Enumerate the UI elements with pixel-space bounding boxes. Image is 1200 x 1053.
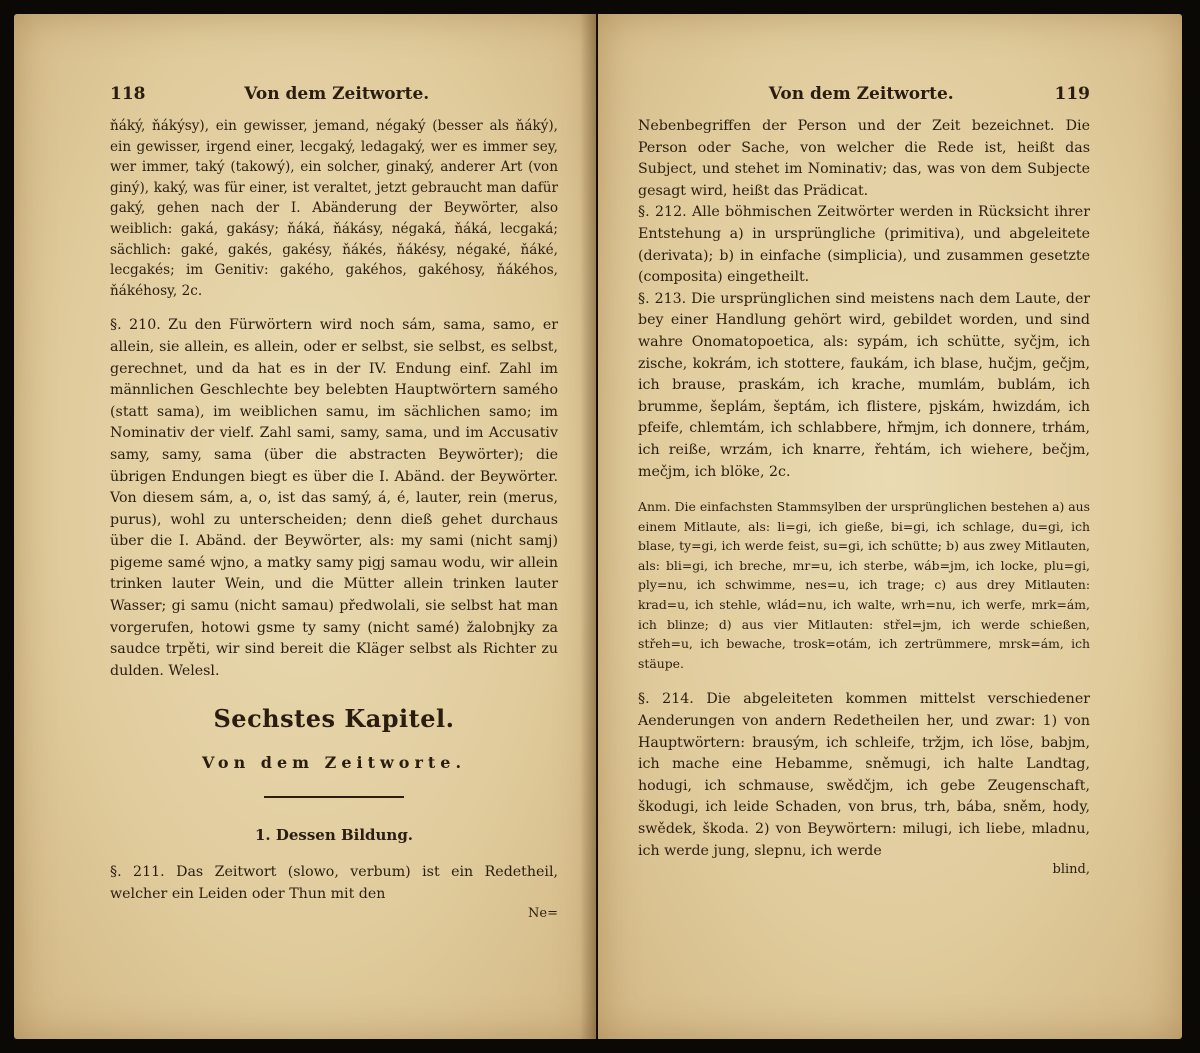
section-213: §. 213. Die ursprünglichen sind meistens nach dem Laute, der bey einer Handlung gehört wird, gebildet worden, und sind wahre Onomatopoetica, als: sypám, ich schütte, syčjm, ich zische, kokrám, ich stottere, faukám, ich blase, hučjm, gečjm, ich brause, praskám, ich krache, mumlám, bublám, ich brumme, šeplám, šeptám, ich flistere, pjskám, hwizdám, ich pfeife, chlemtám, ich schlabbere, hřmjm, ich donnere, trhám, ich reiße, wrzám, ich knarre, řehtám, ich wiehere, bečjm, mečjm, ich blöke, 2c. (638, 290, 1090, 480)
right-catchword: blind, (1052, 862, 1090, 878)
left-catchword: Ne= (528, 905, 558, 921)
section-212: §. 212. Alle böhmischen Zeitwörter werden in Rücksicht ihrer Entstehung a) in ursprüngliche (primitiva), und abgeleitete (derivata); b) in einfache (simplicia), und zusammen gesetzte (composita) eingetheilt. (638, 204, 1090, 286)
right-running-head (638, 84, 1090, 104)
section-214: §. 214. Die abgeleiteten kommen mittelst verschiedener Aenderungen von andern Redetheilen her, und zwar: 1) von Hauptwörtern: brausým, ich schleife, tržjm, ich löse, babjm, ich mache eine Hebamme, sněmugi, ich halte Landtag, hodugi, ich schmause, swědčjm, ich gebe Zeugenschaft, škodugi, ich leide Schaden, von brus, trh, bába, sněm, hody, swědek, škoda. 2) von Beywörtern: milugi, ich liebe, mladnu, ich werde jung, slepnu, ich werde (638, 691, 1090, 859)
left-opening-text: ňáký, ňákýsy), ein gewisser, jemand, négaký (besser als ňáký), ein gewisser, irgend einer, lecgaký, ledagaký, wer es immer sey, wer immer, taký (takowý), ein solcher, ginaký, anderer Art (von giný), kaký, was für einer, ist veraltet, jetzt gebraucht man dafür gaký, gehen nach der I. Abänderung der Beywörter, also weiblich: gaká, gakásy; ňáká, ňákásy, négaká, ňáká, lecgaká; sächlich: gaké, gakés, gakésy, ňákés, ňákésy, négaké, ňáké, lecgakés; im Genitiv: gakého, gakéhos, gakéhosy, ňákéhos, ňákéhosy, 2c. (110, 118, 558, 299)
chapter-subtitle: Von dem Zeitworte. (201, 753, 467, 773)
chapter-title: Sechstes Kapitel. (213, 704, 455, 734)
right-running-title: Von dem Zeitworte. (768, 84, 954, 104)
right-page (598, 14, 1182, 1039)
section-211: §. 211. Das Zeitwort (slowo, verbum) ist ein Redetheil, welcher ein Leiden oder Thun mit den (110, 864, 558, 903)
left-page-number: 118 (110, 84, 146, 104)
left-page (14, 14, 596, 1039)
section-210: §. 210. Zu den Fürwörtern wird noch sám, sama, samo, er allein, sie allein, es allein, oder er selbst, sie selbst, es selbst, gerechnet, und da hat es in der IV. Endung einf. Zahl im männlichen Geschlechte bey belebten Hauptwörtern samého (statt sama), im weiblichen samu, im sächlichen samo; im Nominativ der vielf. Zahl sami, samy, sama, und im Accusativ samy, samy, sama (über die abstracten Beywörter); die übrigen Endungen biegt es über die I. Abänd. der Beywörter. Von diesem sám, a, o, ist das samý, á, é, lauter, rein (merus, purus), wohl zu unterscheiden; denn dieß gehet durchaus über die I. Abänd. der Beywörter, als: my sami (nicht samj) pigeme samé wjno, a matky samy pigj samau wodu, wir allein trinken lauter Wein, und die Mütter allein trinken lauter Wasser; gi samu (nicht samau) předwolali, sie selbst hat man vorgerufen, hotowi gsme ty samy (nicht samé) žalobnjky za saudce trpěti, wir sind bereit die Kläger selbst als Richter zu dulden. Welesl. (110, 317, 558, 679)
section-heading: 1. Dessen Bildung. (254, 826, 414, 845)
chapter-rule (264, 796, 404, 798)
left-running-head (110, 84, 558, 104)
right-page-number: 119 (1054, 84, 1090, 104)
note-anm: Anm. Die einfachsten Stammsylben der ursprünglichen bestehen a) aus einem Mitlaute, als: li=gi, ich gieße, bi=gi, ich schlage, du=gi, ich blase, ty=gi, ich werde feist, su=gi, ich schütte; b) aus zwey Mitlauten, als: bli=gi, ich breche, mr=u, ich sterbe, wáb=jm, ich locke, plu=gi, ply=nu, ich schwimme, nes=u, ich trage; c) aus drey Mitlauten: krad=u, ich stehle, wlád=nu, ich walte, wrh=nu, ich werfe, mrk=ám, ich blinze; d) aus vier Mitlauten: střel=jm, ich werde schießen, střeh=u, ich bewache, trosk=otám, ich zertrümmere, mrsk=ám, ich stäupe. (638, 499, 1090, 671)
right-continued-text: Nebenbegriffen der Person und der Zeit bezeichnet. Die Person oder Sache, von welcher die Rede ist, heißt das Subject, und stehet im Nominativ; das, was von dem Subjecte gesagt wird, heißt das Prädicat. (638, 118, 1090, 199)
left-running-title: Von dem Zeitworte. (244, 84, 430, 104)
